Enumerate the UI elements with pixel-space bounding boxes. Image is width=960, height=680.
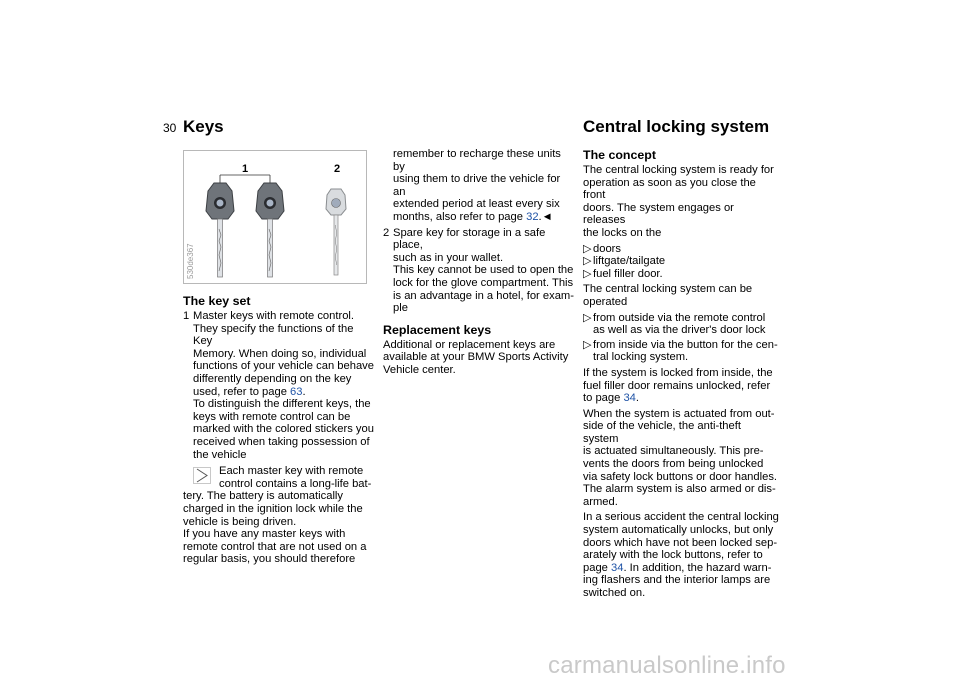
master-key-1 xyxy=(206,183,234,277)
key-item-1-line: They specify the functions of the Key xyxy=(193,322,354,348)
key-item-2 xyxy=(383,227,575,315)
replacement-line: available at your BMW Sports Activity xyxy=(383,351,569,364)
lock-item-fuel: ▷ fuel filler door. xyxy=(583,267,663,280)
key-item-1-more: marked with the colored stickers you xyxy=(193,423,374,436)
replacement-line: Additional or replacement keys are xyxy=(383,338,556,351)
section-title-central-locking: Central locking system xyxy=(583,117,770,136)
keys-figure xyxy=(183,150,367,284)
replacement-heading: Replacement keys xyxy=(383,322,492,337)
bullet-icon: ▷ xyxy=(583,255,592,268)
keys-illustration xyxy=(184,151,366,283)
concept-heading: The concept xyxy=(583,148,656,162)
concept-intro: The central locking system is ready for operation as soon as you close the front doors. The system engages or releases the locks on the xyxy=(583,164,774,239)
note-line: control contains a long-life bat- xyxy=(219,477,372,490)
key-set-heading: The key set xyxy=(183,294,251,308)
key-item-1-line: used, refer to page 63. xyxy=(193,385,306,398)
spare-key xyxy=(326,189,346,275)
key-item-1 xyxy=(183,310,375,461)
page-link-34a[interactable]: 34 xyxy=(623,392,636,405)
key-item-2-line: This key cannot be used to open the xyxy=(393,264,574,277)
note-cont: remote control that are not used on a xyxy=(183,540,367,553)
section-title-keys: Keys xyxy=(183,117,224,136)
cont-line: months, also refer to page 32.◄ xyxy=(393,210,553,223)
key-item-1-more: received when taking possession of xyxy=(193,435,370,448)
key-item-2-line: is an advantage in a hotel, for exam- xyxy=(393,289,574,302)
key-item-2-line: such as in your wallet. xyxy=(393,251,504,264)
key-item-1-line: Master keys with remote control. xyxy=(193,310,355,322)
watermark: carmanualsonline.info xyxy=(548,652,786,679)
cont-line: using them to drive the vehicle for an xyxy=(393,173,561,198)
key-item-1-more: the vehicle xyxy=(193,448,247,461)
key-item-1-line: functions of your vehicle can behave xyxy=(193,360,374,373)
master-key-2 xyxy=(256,183,284,277)
note-cont: charged in the ignition lock while the xyxy=(183,502,363,515)
page-link-63[interactable]: 63 xyxy=(290,385,303,398)
page-number: 30 xyxy=(163,121,177,135)
bullet-icon: ▷ xyxy=(583,311,592,324)
bullet-icon: ▷ xyxy=(583,242,592,255)
page-link-34b[interactable]: 34 xyxy=(611,561,624,574)
cont-line: extended period at least every six xyxy=(393,198,560,211)
outside-actuation-text: When the system is actuated from out- side of the vehicle, the anti-theft system is actuated simultaneously. This pre- vents the doors from being unlocked via safety lock buttons or door handles. The alarm system is also armed or dis- armed. xyxy=(583,407,778,508)
bullet-icon: ▷ xyxy=(583,267,592,280)
note-block xyxy=(183,465,375,566)
note-line: Each master key with remote xyxy=(219,465,364,478)
key-item-1-number: 1 xyxy=(183,310,190,322)
key-item-1-line: Memory. When doing so, individual xyxy=(193,347,367,360)
cont-line: remember to recharge these units by xyxy=(393,148,561,173)
key-item-2-line: lock for the glove compartment. This xyxy=(393,276,574,289)
middle-column xyxy=(383,148,575,377)
lock-item-liftgate: ▷ liftgate/tailgate xyxy=(583,255,666,268)
figure-code: 530de367 xyxy=(186,243,195,279)
key-item-1-line: differently depending on the key xyxy=(193,372,352,385)
note-cont: vehicle is being driven. xyxy=(183,515,297,528)
note-icon xyxy=(193,467,211,488)
note-cont: tery. The battery is automatically xyxy=(183,490,344,503)
note-cont: regular basis, you should therefore xyxy=(183,553,356,566)
inside-lock-text: If the system is locked from inside, the fuel filler door remains unlocked, refer to page 34. xyxy=(583,366,773,405)
replacement-line: Vehicle center. xyxy=(383,363,456,376)
key-item-1-more: keys with remote control can be xyxy=(193,410,351,423)
key-item-2-line: Spare key for storage in a safe place, xyxy=(393,226,546,252)
page-link-32[interactable]: 32 xyxy=(526,210,539,223)
lock-item-doors: ▷ doors xyxy=(583,242,621,255)
end-mark: ◄ xyxy=(541,210,553,223)
operated-text: The central locking system can be operated xyxy=(583,283,753,308)
key-item-2-line: ple xyxy=(393,302,408,315)
note-cont: If you have any master keys with xyxy=(183,528,346,541)
accident-text: In a serious accident the central locking system automatically unlocks, but only doors which have not been locked sep- arately with the lock buttons, refer to page 34. In addition, the hazard warn- ing flashers and the interior lamps are switched on. xyxy=(583,511,779,599)
right-column xyxy=(583,148,779,603)
left-column xyxy=(183,294,375,566)
key-item-1-more: To distinguish the different keys, the xyxy=(193,398,371,411)
key-item-2-number: 2 xyxy=(383,226,390,239)
operate-item-outside: ▷ from outside via the remote control as well as via the driver's door lock xyxy=(583,311,766,337)
callout-label-2: 2 xyxy=(334,163,341,175)
callout-label-1: 1 xyxy=(242,163,249,175)
bullet-icon: ▷ xyxy=(583,338,592,351)
operate-item-inside: ▷ from inside via the button for the cen- tral locking system. xyxy=(583,338,778,364)
